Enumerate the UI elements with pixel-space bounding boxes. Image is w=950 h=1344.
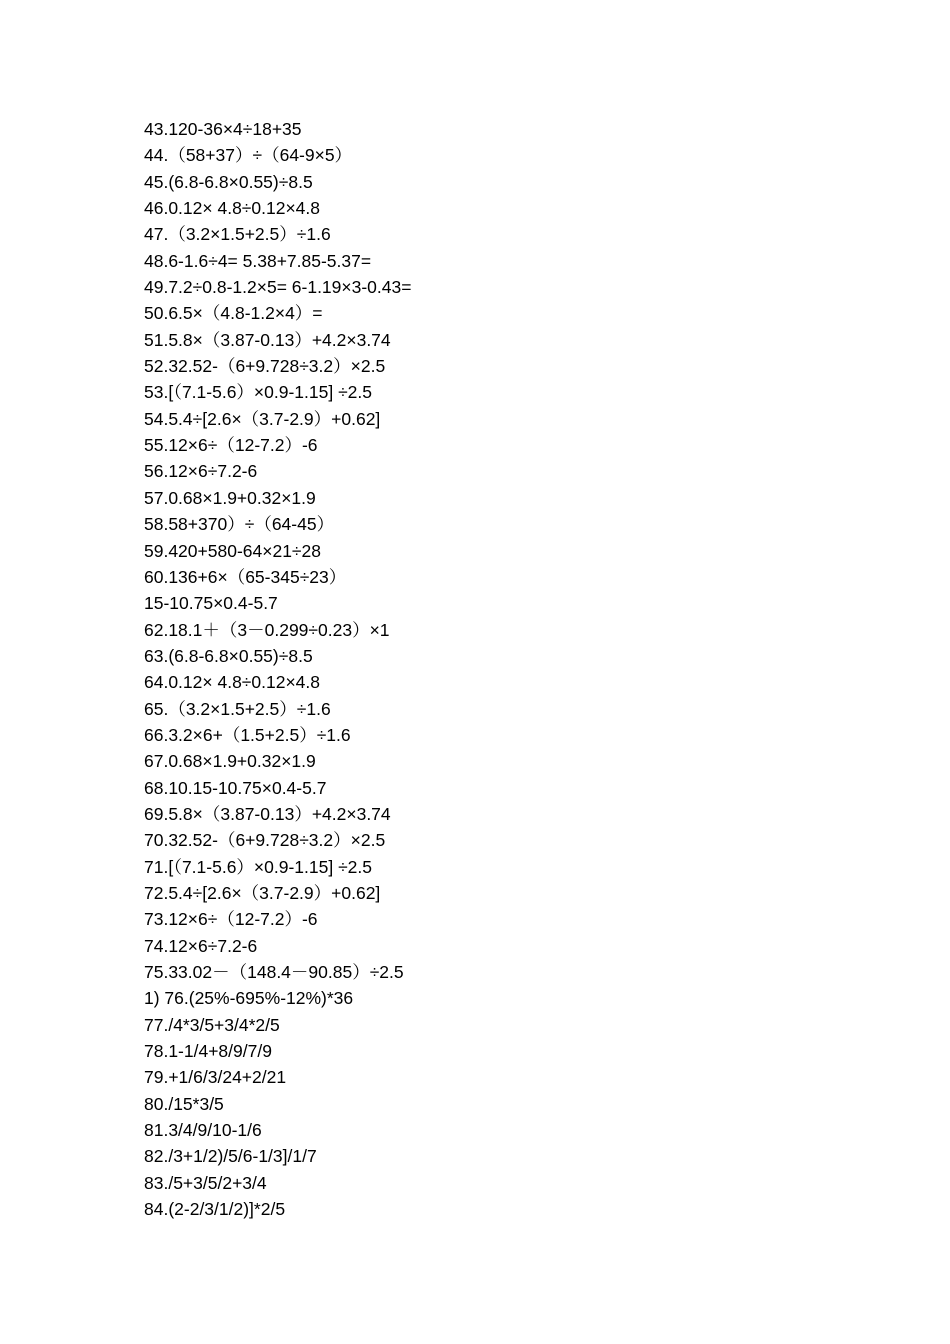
exercise-line: 71.[（7.1-5.6）×0.9-1.15] ÷2.5 — [144, 856, 373, 877]
exercise-line: 67.0.68×1.9+0.32×1.9 — [144, 751, 316, 772]
exercise-line: 54.5.4÷[2.6×（3.7-2.9）+0.62] — [144, 408, 381, 429]
exercise-line: 84.(2-2/3/1/2)]*2/5 — [144, 1199, 286, 1220]
exercise-line: 53.[（7.1-5.6）×0.9-1.15] ÷2.5 — [144, 382, 373, 403]
exercise-line: 43.120-36×4÷18+35 — [144, 119, 302, 139]
exercise-line: 44.（58+37）÷（64-9×5） — [144, 145, 353, 166]
exercise-line: 55.12×6÷（12-7.2）-6 — [144, 435, 318, 456]
exercise-line: 15-10.75×0.4-5.7 — [144, 593, 278, 614]
exercise-line: 64.0.12× 4.8÷0.12×4.8 — [144, 672, 321, 693]
exercise-line: 59.420+580-64×21÷28 — [144, 540, 321, 561]
exercise-line: 79.+1/6/3/24+2/21 — [144, 1067, 287, 1088]
exercise-line: 78.1-1/4+8/9/7/9 — [144, 1041, 272, 1062]
exercise-line: 50.6.5×（4.8-1.2×4）= — [144, 303, 323, 324]
exercise-line: 83./5+3/5/2+3/4 — [144, 1172, 267, 1193]
exercise-line: 70.32.52-（6+9.728÷3.2）×2.5 — [144, 830, 386, 851]
exercise-line: 72.5.4÷[2.6×（3.7-2.9）+0.62] — [144, 882, 381, 903]
exercise-line: 52.32.52-（6+9.728÷3.2）×2.5 — [144, 356, 386, 377]
exercise-line: 82./3+1/2)/5/6-1/3]/1/7 — [144, 1146, 317, 1167]
exercise-line: 75.33.02－（148.4－90.85）÷2.5 — [144, 962, 404, 982]
exercise-line: 62.18.1＋（3－0.299÷0.23）×1 — [144, 619, 390, 640]
exercise-line: 46.0.12× 4.8÷0.12×4.8 — [144, 198, 321, 219]
exercise-line: 47.（3.2×1.5+2.5）÷1.6 — [144, 224, 331, 245]
exercise-line: 77./4*3/5+3/4*2/5 — [144, 1014, 280, 1035]
exercise-line: 74.12×6÷7.2-6 — [144, 935, 258, 956]
exercise-line: 51.5.8×（3.87-0.13）+4.2×3.74 — [144, 329, 391, 350]
exercise-line: 56.12×6÷7.2-6 — [144, 461, 258, 482]
exercise-line: 73.12×6÷（12-7.2）-6 — [144, 909, 318, 930]
exercise-line: 65.（3.2×1.5+2.5）÷1.6 — [144, 698, 331, 719]
exercise-line: 81.3/4/9/10-1/6 — [144, 1120, 262, 1141]
exercise-line: 1) 76.(25%-695%-12%)*36 — [144, 988, 354, 1009]
exercise-line: 45.(6.8-6.8×0.55)÷8.5 — [144, 171, 313, 192]
exercise-line: 48.6-1.6÷4= 5.38+7.85-5.37= — [144, 250, 372, 271]
exercise-line: 66.3.2×6+（1.5+2.5）÷1.6 — [144, 724, 351, 745]
exercise-line: 68.10.15-10.75×0.4-5.7 — [144, 777, 327, 798]
exercise-line: 58.58+370）÷（64-45） — [144, 514, 335, 535]
exercise-line: 69.5.8×（3.87-0.13）+4.2×3.74 — [144, 803, 391, 824]
exercise-line: 80./15*3/5 — [144, 1093, 224, 1114]
exercise-line: 49.7.2÷0.8-1.2×5= 6-1.19×3-0.43= — [144, 277, 412, 298]
exercise-list — [144, 116, 411, 1222]
exercise-line: 60.136+6×（65-345÷23） — [144, 566, 347, 587]
exercise-line: 57.0.68×1.9+0.32×1.9 — [144, 487, 316, 508]
exercise-line: 63.(6.8-6.8×0.55)÷8.5 — [144, 645, 313, 666]
